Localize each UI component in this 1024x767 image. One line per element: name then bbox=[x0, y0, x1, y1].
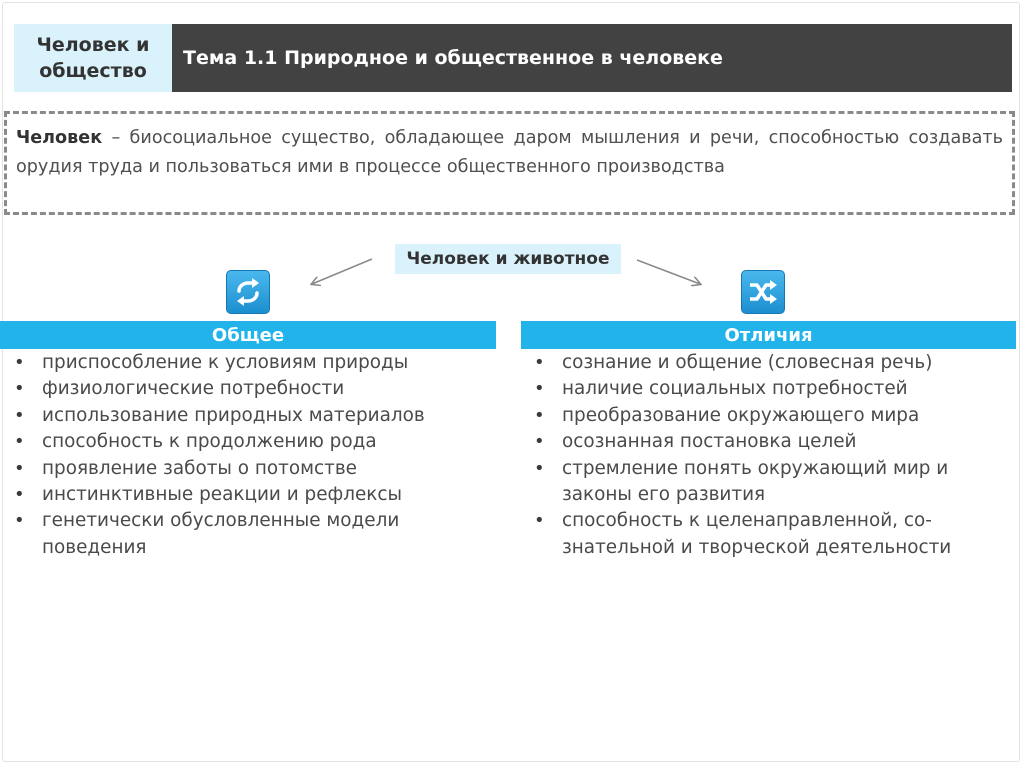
list-item: • осознанная постановка целей bbox=[532, 429, 1002, 455]
list-item: • использование природных материалов bbox=[12, 403, 482, 429]
list-item bbox=[12, 508, 482, 561]
list-item-line: знательной и творческой деятельности bbox=[562, 536, 952, 558]
definition-term: Человек bbox=[16, 128, 103, 148]
topic-title: Тема 1.1 Природное и общественное в человеке bbox=[172, 24, 1012, 92]
list-item bbox=[532, 508, 1002, 561]
section-tag-line2: общество bbox=[39, 60, 147, 82]
center-label: Человек и животное bbox=[395, 244, 621, 274]
list-item: • проявление заботы о потомстве bbox=[12, 456, 482, 482]
definition-text: – биосоциальное существо, обладающее даром мышления и речи, способностью создавать орудия труда и пользоваться ими в процессе общественного производства bbox=[16, 128, 1003, 177]
section-tag-line1: Человек и bbox=[36, 34, 150, 56]
list-item: • преобразование окружающего мира bbox=[532, 403, 1002, 429]
list-item-line: поведения bbox=[42, 536, 147, 558]
list-item-line: • генетически обусловленные модели bbox=[42, 510, 400, 532]
differences-header: Отличия bbox=[521, 321, 1016, 349]
list-item: • способность к продолжению рода bbox=[12, 429, 482, 455]
list-item: • наличие социальных потребностей bbox=[532, 376, 1002, 402]
repeat-icon bbox=[226, 270, 270, 314]
list-item-line: законы его развития bbox=[562, 484, 766, 506]
list-item: • физиологические потребности bbox=[12, 376, 482, 402]
section-tag bbox=[14, 24, 172, 92]
list-item-line: • стремление понять окружающий мир и bbox=[562, 457, 949, 479]
list-item: • сознание и общение (словесная речь) bbox=[532, 350, 1002, 376]
common-header: Общее bbox=[0, 321, 496, 349]
list-item bbox=[532, 456, 1002, 509]
list-item-line: • способность к целенаправленной, со- bbox=[562, 510, 932, 532]
shuffle-icon bbox=[741, 270, 785, 314]
definition-box bbox=[4, 111, 1015, 215]
differences-list bbox=[532, 350, 1002, 561]
list-item: • инстинктивные реакции и рефлексы bbox=[12, 482, 482, 508]
common-list bbox=[12, 350, 482, 561]
list-item: • приспособление к условиям природы bbox=[12, 350, 482, 376]
